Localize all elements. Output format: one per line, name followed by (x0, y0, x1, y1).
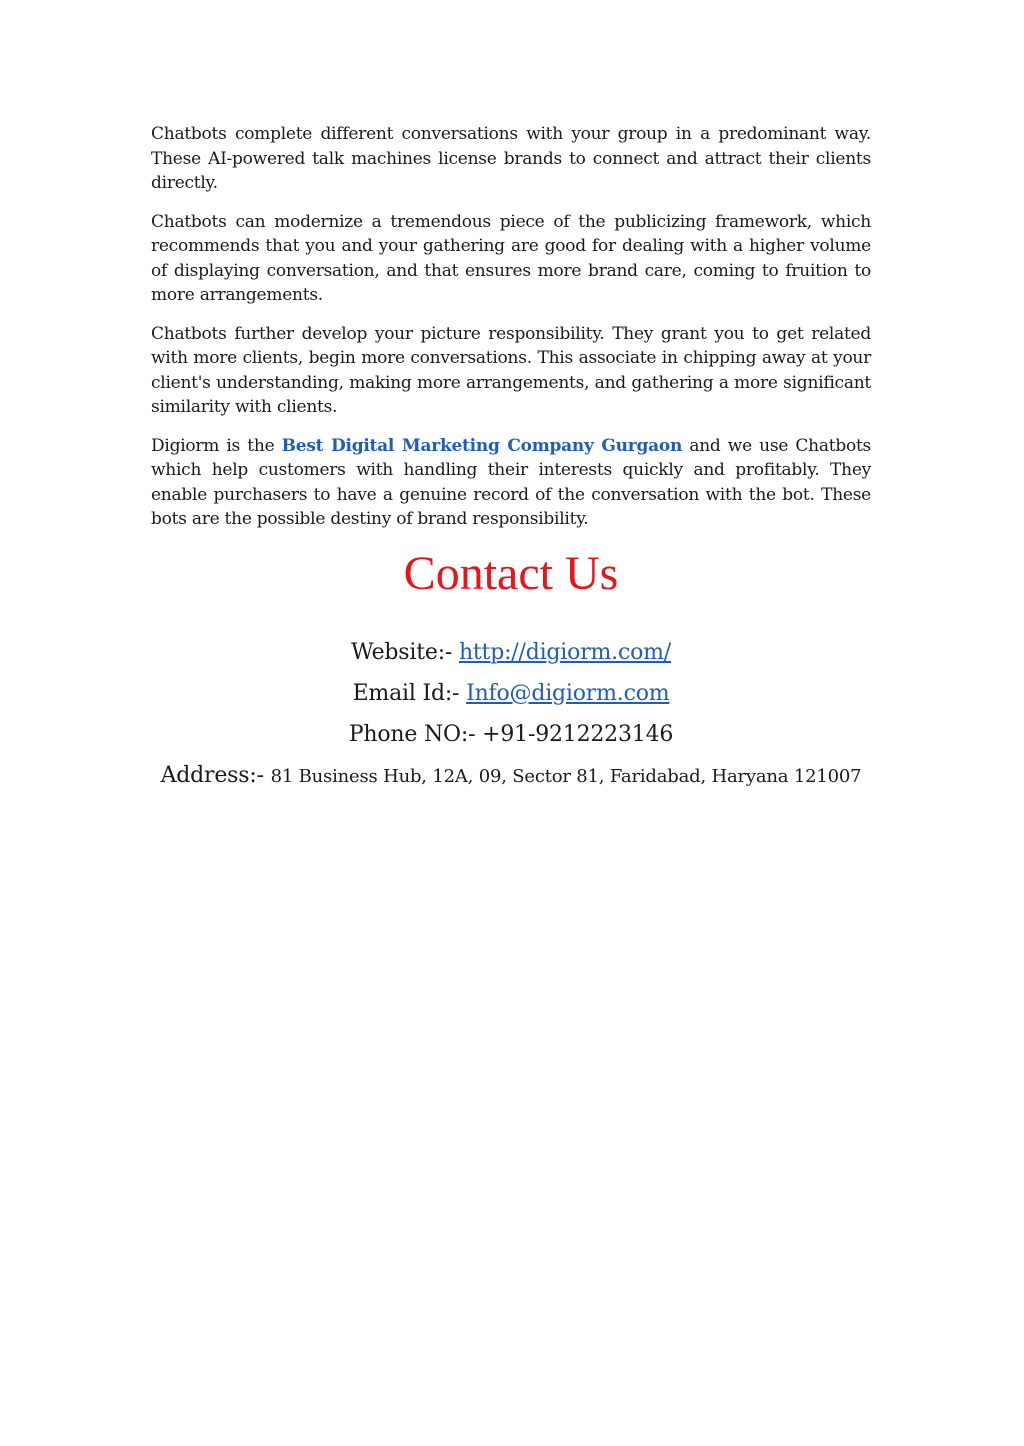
address-line (151, 755, 871, 797)
phone-line (151, 714, 871, 755)
paragraph-4-body: and we use Chatbots which help customers with handling their interests quickly and profitably. They enable purchasers to have a genuine record of the conversation with the bot. These bots are the possible destiny of brand responsibility. (151, 435, 871, 529)
website-line (151, 632, 871, 673)
paragraph-1: Chatbots complete different conversations with your group in a predominant way. These AI-powered talk machines license brands to connect and attract their clients directly. (151, 124, 871, 193)
email-line (151, 673, 871, 714)
phone-label: Phone NO:- (348, 721, 483, 747)
document-page (151, 122, 871, 797)
phone-value: +91-9212223146 (482, 721, 674, 747)
website-link[interactable]: http://digiorm.com/ (458, 639, 672, 665)
paragraph-2: Chatbots can modernize a tremendous piece of the publicizing framework, which recommends that you and your gathering are good for dealing with a higher volume of displaying conversation, and that ensures more brand care, coming to fruition to more arrangements. (151, 211, 871, 305)
email-label: Email Id:- (352, 680, 467, 706)
paragraph-4 (151, 434, 871, 532)
paragraph-4-intro: Digiorm is the (151, 435, 282, 456)
paragraph-3: Chatbots further develop your picture responsibility. They grant you to get related with more clients, begin more conversations. This associate in chipping away at your client's understanding, making more arrangements, and gathering a more significant similarity with clients. (151, 323, 871, 417)
contact-us-heading: Contact Us (403, 546, 619, 600)
website-label: Website:- (350, 639, 459, 665)
company-highlight: Best Digital Marketing Company Gurgaon (281, 435, 683, 456)
contact-details (151, 632, 871, 797)
address-label: Address:- (160, 762, 271, 788)
email-link[interactable]: Info@digiorm.com (466, 680, 670, 706)
address-value: 81 Business Hub, 12A, 09, Sector 81, Faridabad, Haryana 121007 (270, 765, 862, 787)
